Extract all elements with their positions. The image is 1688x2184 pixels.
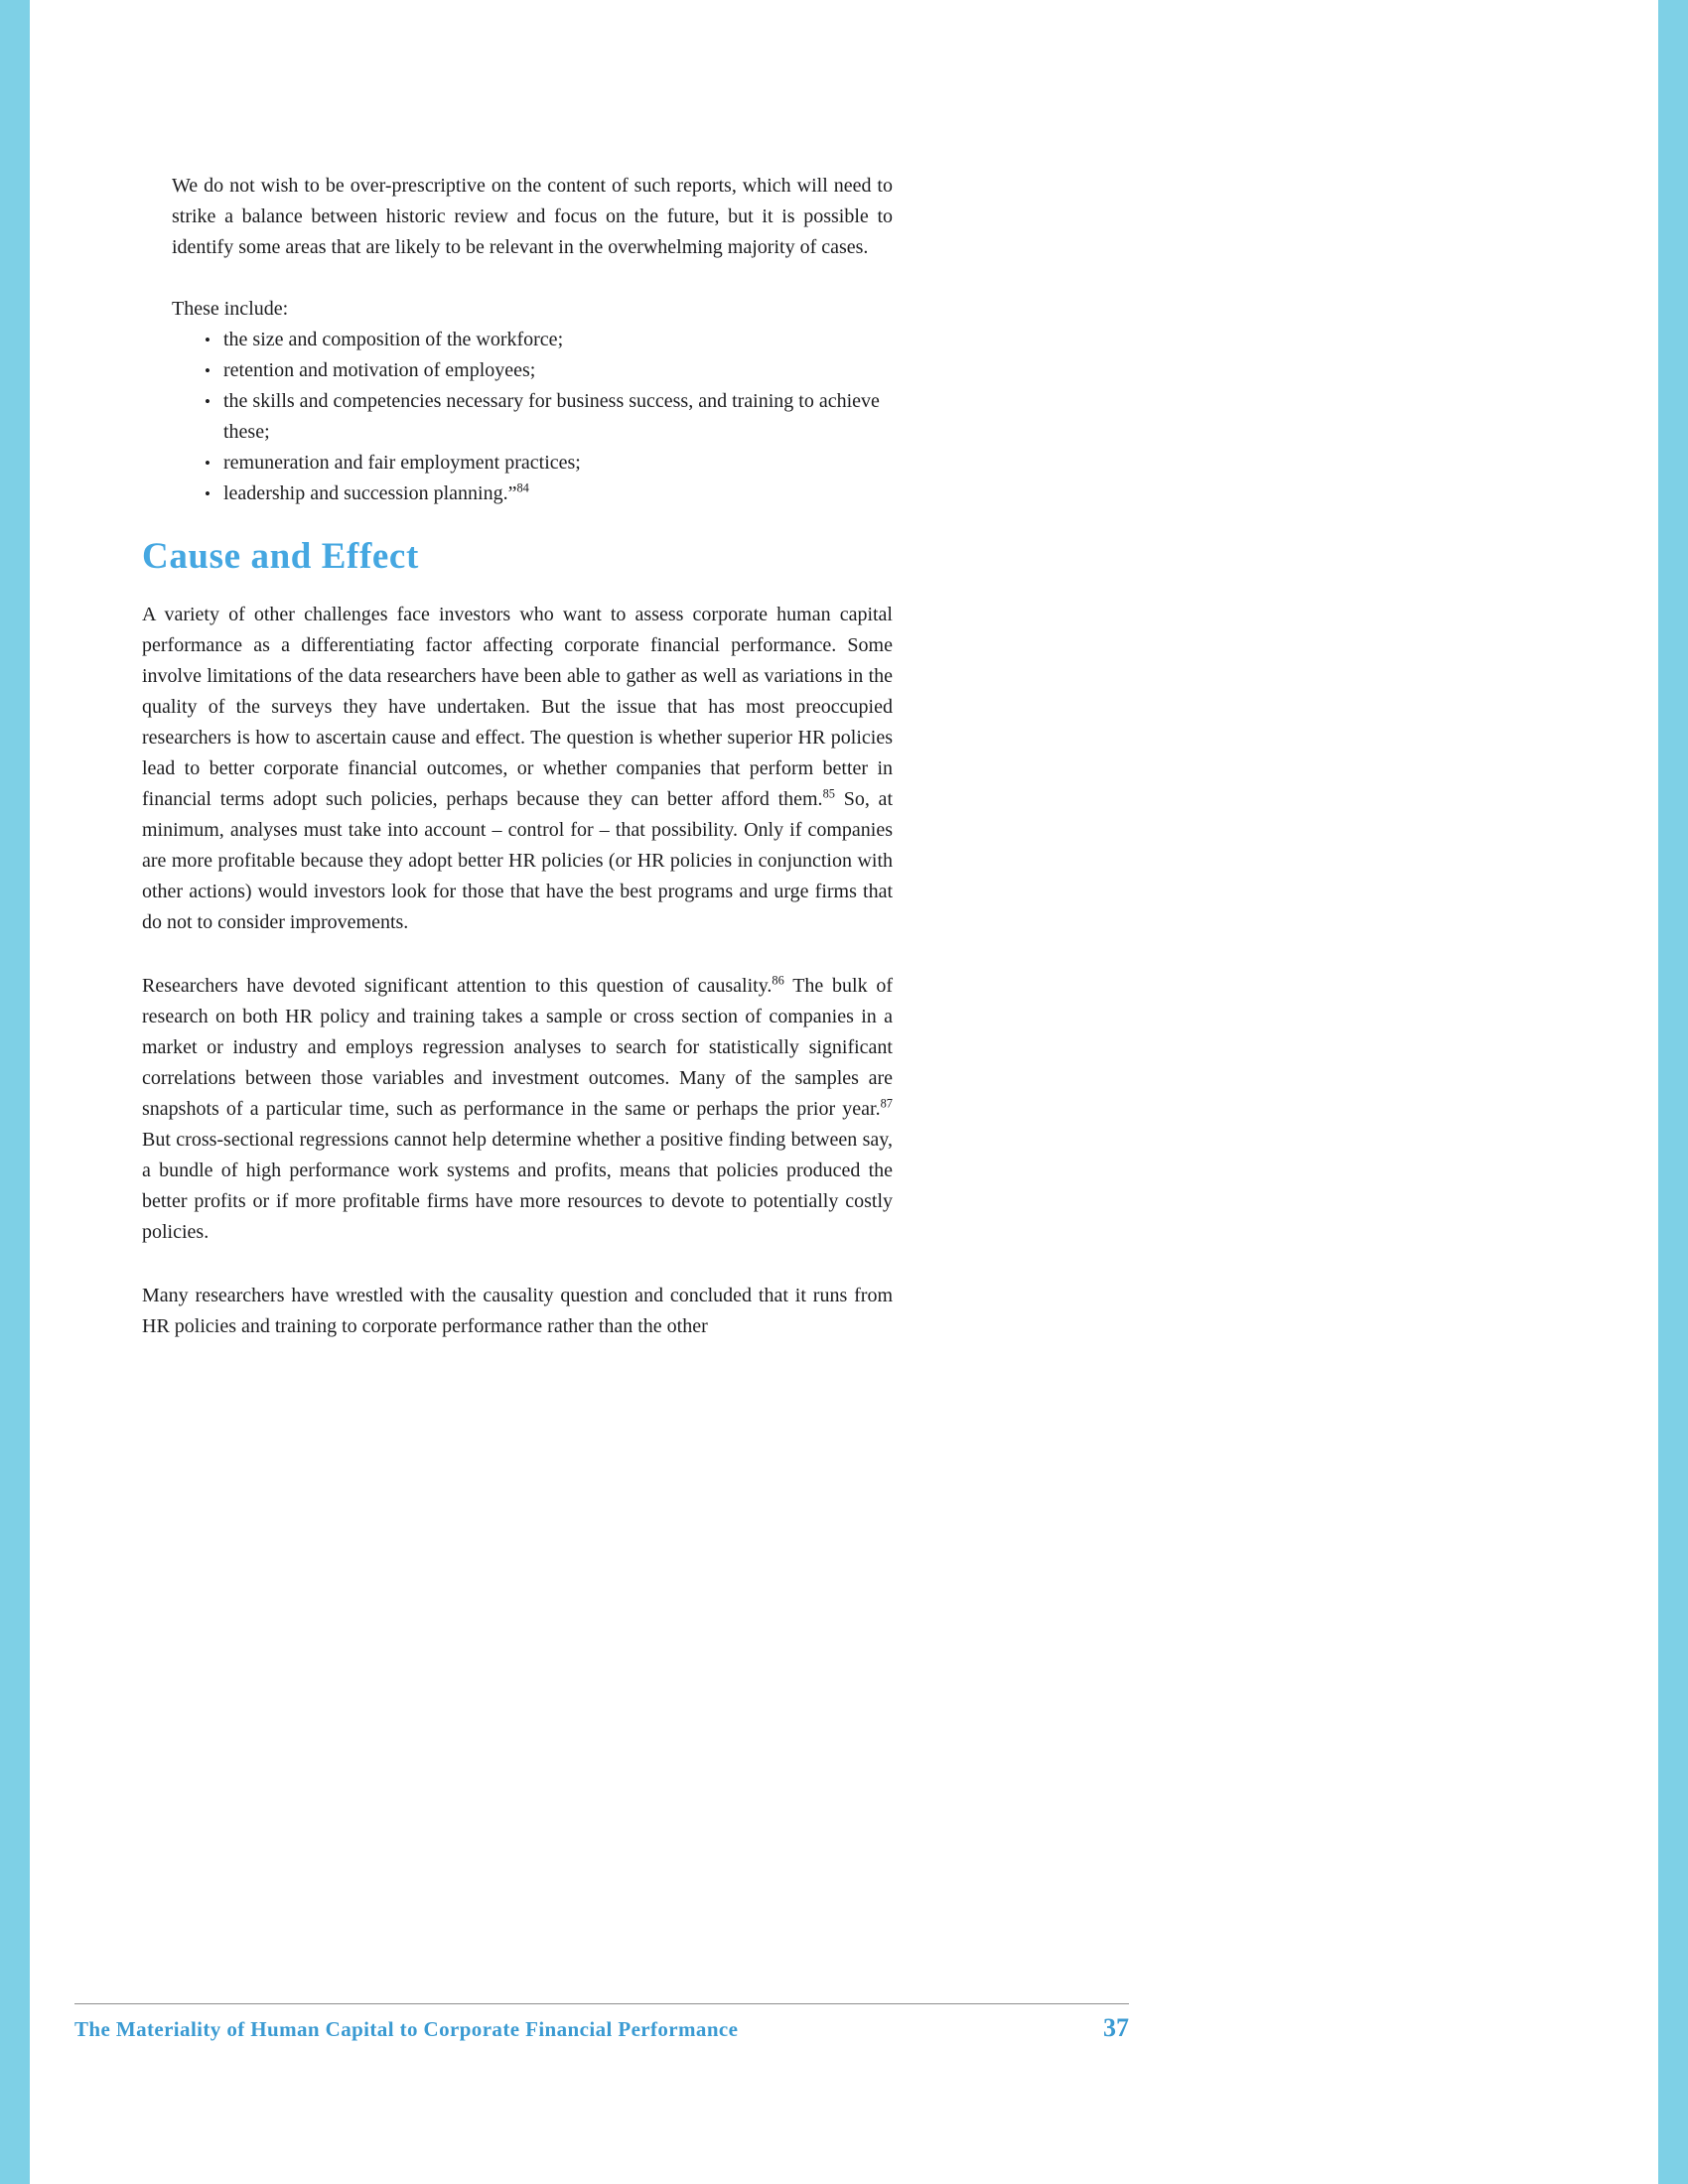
- quote-paragraph: We do not wish to be over-prescriptive on the content of such reports, which will need to strike a balance between historic review and focus on the future, but it is possible to identify some areas that are likely to be relevant in the overwhelming majority of cases.: [172, 175, 893, 258]
- left-edge-strip: [0, 0, 30, 2184]
- bullet-item: [205, 448, 893, 478]
- page-number: 37: [1103, 2013, 1129, 2042]
- right-edge-strip: [1658, 0, 1688, 2184]
- body-paragraph-3: Many researchers have wrestled with the causality question and concluded that it runs from HR policies and training to corporate performance rather than the other: [142, 1285, 893, 1337]
- bullet-list: [172, 325, 893, 509]
- bullet-text: retention and motivation of employees;: [223, 359, 536, 381]
- body-paragraph-2: Researchers have devoted significant attention to this question of causality.$^{86}$ The bulk of research on both HR policy and training takes a sample or cross section of companies in a market or industry and employs regression analyses to search for statistically significant correlations between those variables and investment outcomes. Many of the samples are snapshots of a particular time, such as performance in the same or perhaps the prior year.$^{87}$ But cross-sectional regressions cannot help determine whether a positive finding between say, a bundle of high performance work systems and profits, means that policies produced the better profits or if more profitable firms have more resources to devote to potentially costly policies.: [142, 973, 893, 1243]
- bullet-item: [205, 478, 893, 509]
- list-intro: These include:: [172, 298, 289, 320]
- bullet-icon: •: [205, 361, 211, 380]
- page-footer: [74, 2003, 1129, 2043]
- bullet-text: leadership and succession planning.”$^{84}$: [223, 480, 529, 504]
- bullet-icon: •: [205, 392, 211, 411]
- section-heading: Cause and Effect: [142, 536, 419, 577]
- bullet-icon: •: [205, 484, 211, 503]
- bullet-text: remuneration and fair employment practices;: [223, 452, 581, 474]
- body-paragraph-1: A variety of other challenges face investors who want to assess corporate human capital performance as a differentiating factor affecting corporate financial performance. Some involve limitations of the data researchers have been able to gather as well as variations in the quality of the surveys they have undertaken. But the issue that has most preoccupied researchers is how to ascertain cause and effect. The question is whether superior HR policies lead to better corporate financial outcomes, or whether companies that perform better in financial terms adopt such policies, perhaps because they can better afford them.$^{85}$ So, at minimum, analyses must take into account – control for – that possibility. Only if companies are more profitable because they adopt better HR policies (or HR policies in conjunction with other actions) would investors look for those that have the best programs and urge firms that do not to consider improvements.: [142, 604, 893, 933]
- bullet-text: the size and composition of the workforce;: [223, 329, 564, 350]
- bullet-item: [205, 386, 893, 448]
- bullet-item: [205, 355, 893, 386]
- bullet-text: the skills and competencies necessary for business success, and training to achieve these;: [223, 390, 880, 443]
- footer-title: The Materiality of Human Capital to Corporate Financial Performance: [74, 2017, 739, 2041]
- bullet-icon: •: [205, 331, 211, 349]
- quote-block: [172, 171, 893, 509]
- page-content: [142, 171, 893, 1342]
- bullet-item: [205, 325, 893, 355]
- bullet-icon: •: [205, 454, 211, 473]
